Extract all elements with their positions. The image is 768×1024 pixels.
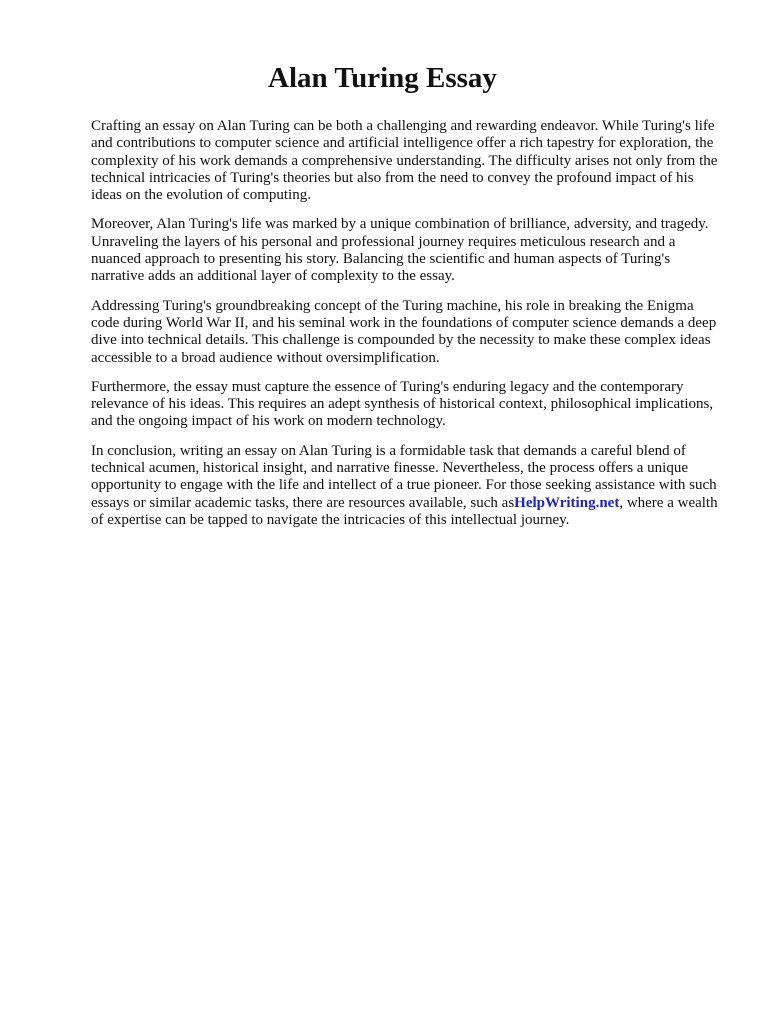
conclusion-text-end: , where a wealth of expertise can be tapped to navigate the intricacies of this intellectual journey. <box>91 494 718 528</box>
paragraph-technical: Addressing Turing's groundbreaking concept of the Turing machine, his role in breaking the Enigma code during World War II, and his seminal work in the foundations of computer science demands a deep dive into technical details. This challenge is compounded by the necessity to make these complex ideas accessible to a broad audience without oversimplification. <box>91 297 717 366</box>
paragraph-conclusion <box>91 443 722 529</box>
conclusion-text: In conclusion, writing an essay on Alan Turing is a formidable task that demands a careful blend of technical acumen, historical insight, and narrative finesse. Nevertheless, the process offers a unique opportunity to engage with the life and intellect of a true pioneer. For those seeking assistance with such essays or similar academic tasks, there are resources available, such as <box>91 442 717 511</box>
helpwriting-link[interactable]: HelpWriting.net <box>514 494 620 511</box>
document-title: Alan Turing Essay <box>268 62 497 94</box>
paragraph-intro: Crafting an essay on Alan Turing can be both a challenging and rewarding endeavor. While Turing's life and contributions to computer science and artificial intelligence offer a rich tapestry for exploration, the complexity of his work demands a comprehensive understanding. The difficulty arises not only from the technical intricacies of Turing's theories but also from the need to convey the profound impact of his ideas on the evolution of computing. <box>91 118 718 204</box>
paragraph-life: Moreover, Alan Turing's life was marked by a unique combination of brilliance, adversity, and tragedy. Unraveling the layers of his personal and professional journey requires meticulous research and a nuanced approach to presenting his story. Balancing the scientific and human aspects of Turing's narrative adds an additional layer of complexity to the essay. <box>91 216 709 285</box>
paragraph-legacy: Furthermore, the essay must capture the essence of Turing's enduring legacy and the contemporary relevance of his ideas. This requires an adept synthesis of historical context, philosophical implications, and the ongoing impact of his work on modern technology. <box>91 378 714 430</box>
